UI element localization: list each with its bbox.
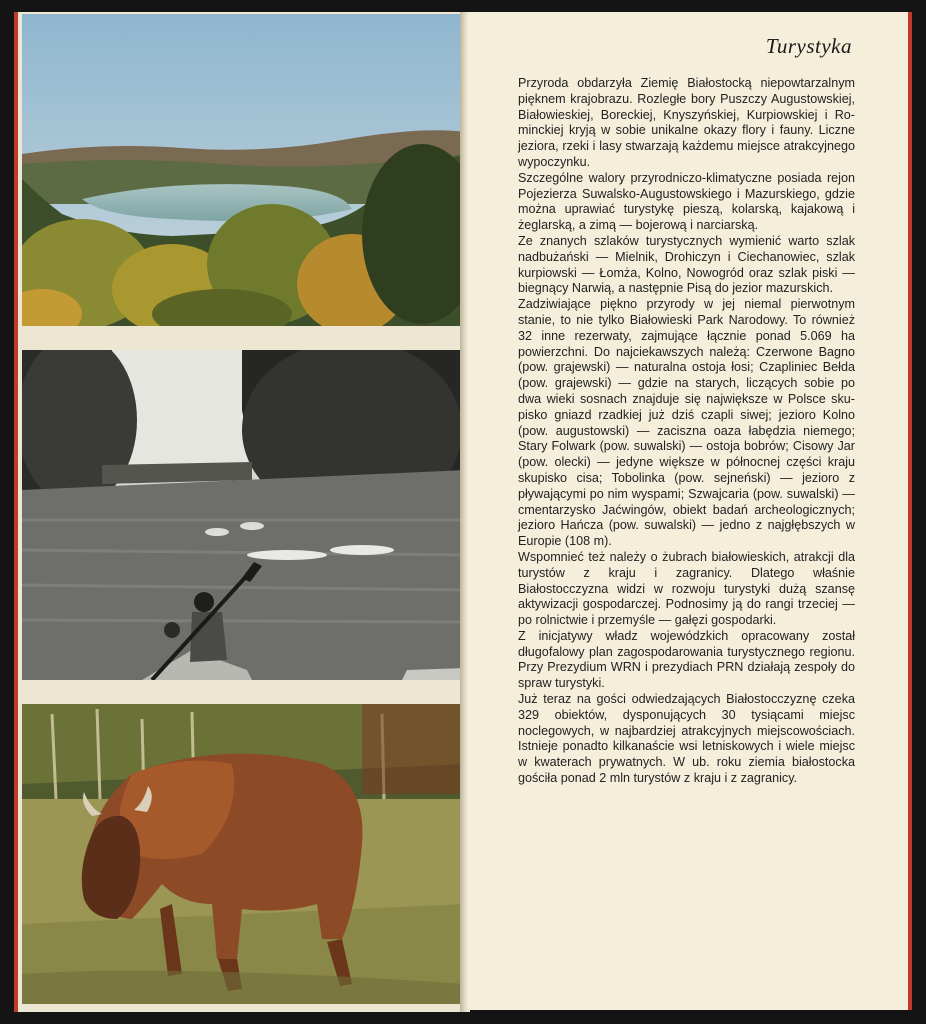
- paragraph: Z inicjatywy władz wojewódzkich opracowany został długofalowy plan zagospodarowania turystycznego regionu. Przy Prezydium WRN i prezydiach PRN działają zespoły do spraw turystyki.: [518, 628, 855, 691]
- paragraph: Zadziwiające piękno przyrody w jej niemal pierwotnym stanie, to nie tylko Białowieski Park Narodowy. To również 32 inne rezerwaty, zajmujące łącznie ponad 5.069 ha powierzchni. Do najciekawszych należą: Czerwone Bagno (pow. grajewski) — naturalna ostoja łosi; Czapliniec Bełda (pow. grajewski) — gdzie na starych, liczących sobie po dwa wieki sosnach znajduje się największe w Polsce skupisko gniazd rzadkiej już dziś czapli siwej; jezioro Kolno (pow. augustowski) — zaciszna oaza łabędzia niemego; Stary Folwark (pow. suwalski) — ostoja bobrów; Cisowy Jar (pow. olecki) — jedyne większe w północnej części kraju skupisko cisa; Tobolinka (pow. sejneński) — jezioro z pływającymi po nim wyspami; Szwajcaria (pow. suwalski) — cmentarzysko Jaćwingów, obiekt badań archeologicznych; jezioro Hańcza (pow. suwalski) — jedno z najgłębszych w Europie (108 m).: [518, 297, 855, 549]
- paragraph: Już teraz na gości odwiedzających Białostocczyznę czeka 329 obiektów, dysponujących 30 tysiącami miejsc noclegowych, w najbardziej atrakcyjnych miejscowościach. Istnieje ponadto kilkanaście wsi letniskowych i wiele miejsc w kwaterach prywatnych. W ub. roku ziemia białostocka gościła ponad 2 mln turystów z kraju i z zagranicy.: [518, 692, 855, 786]
- text-page: [468, 12, 912, 1010]
- paragraph: Wspomnieć też należy o żubrach białowieskich, atrakcji dla turystów z kraju i zagranicy. Dlatego właśnie Białostocczyzna widzi w rozwoju turystyki dużą szansę aktywizacji gospodarczej. Podnosimy ją do rangi trzeciej — po rolnictwie i przemyśle — gałęzi gospodarki.: [518, 549, 855, 628]
- paragraph: Ze znanych szlaków turystycznych wymienić warto szlak nadbużański — Mielnik, Drohiczyn i Ciechanowiec, szlak kurpiowski — Łomża, Kolno, Nowogród oraz szlak piski — biegnący Narwią, a następnie Pisą do jezior mazurskich.: [518, 233, 855, 296]
- photo-page: [14, 12, 468, 1012]
- paragraph: Szczególne walory przyrodniczo-klimatyczne posiada rejon Pojezierza Suwalsko-Augustowskiego i Mazurskiego, gdzie można uprawiać turystykę pieszą, kolarską, kajakową i żeglarską, a zimą — bojerową i narciarską.: [518, 170, 855, 233]
- brochure-spread: [14, 12, 912, 1012]
- european-bison-photo: [22, 704, 466, 1004]
- section-title: Turystyka: [765, 34, 852, 58]
- paragraph: Przyroda obdarzyła Ziemię Białostocką niepowtarzalnym pięknem krajobrazu. Rozległe bory Puszczy Augustowskiej, Białowieskiej, Boreckiej, Knyszyńskiej, Kurpiowskiej i Rominckiej kryją w sobie unikalne okazy flory i fauny. Liczne jeziora, rzeki i lasy stwarzają każdemu miejsce atrakcyjnego wypoczynku.: [518, 76, 855, 169]
- lake-landscape-photo: [22, 14, 466, 326]
- kayaking-river-photo: [22, 350, 466, 680]
- article-body: [518, 76, 855, 787]
